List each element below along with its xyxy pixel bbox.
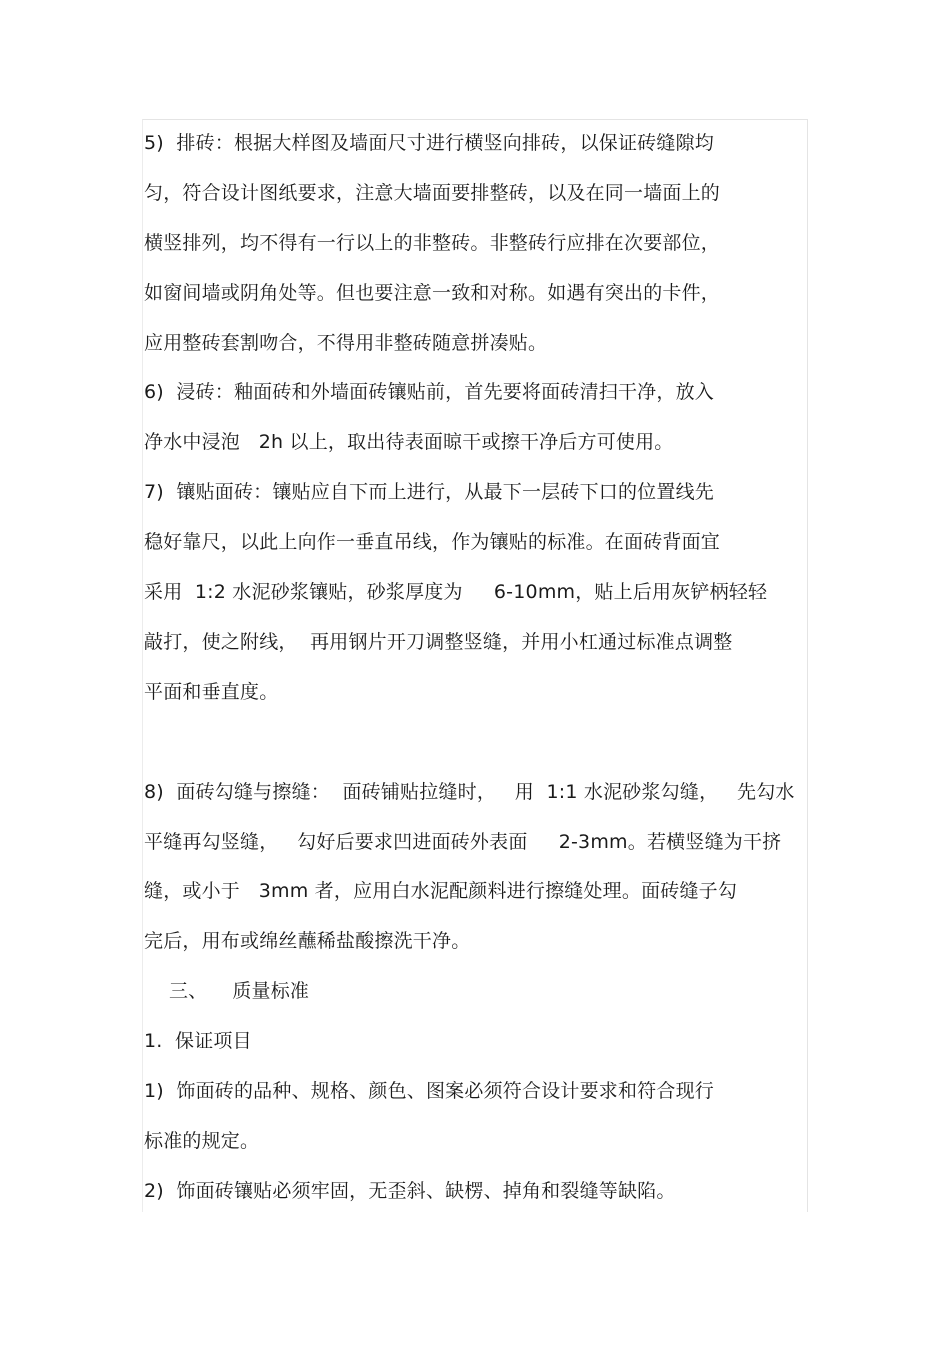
subsection-heading: 1. 保证项目 — [144, 1030, 252, 1052]
text-line: 横竖排列，均不得有一行以上的非整砖。非整砖行应排在次要部位， — [144, 232, 721, 254]
text-line: 缝，或小于 3mm 者，应用白水泥配颜料进行擦缝处理。面砖缝子勾 — [144, 880, 738, 902]
text-line: 平面和垂直度。 — [144, 681, 279, 703]
text-line: 6) 浸砖：釉面砖和外墙面砖镶贴前，首先要将面砖清扫干净，放入 — [144, 381, 714, 403]
text-line: 平缝再勾竖缝， 勾好后要求凹进面砖外表面 2-3mm。若横竖缝为干挤 — [144, 831, 782, 853]
text-line: 敲打，使之附线， 再用钢片开刀调整竖缝，并用小杠通过标准点调整 — [144, 631, 733, 653]
text-line: 完后，用布或绵丝蘸稀盐酸擦洗干净。 — [144, 930, 471, 952]
text-line: 1) 饰面砖的品种、规格、颜色、图案必须符合设计要求和符合现行 — [144, 1080, 714, 1102]
text-line: 7) 镶贴面砖：镶贴应自下而上进行，从最下一层砖下口的位置线先 — [144, 481, 714, 503]
section-heading: 三、 质量标准 — [144, 980, 310, 1002]
text-line: 5) 排砖：根据大样图及墙面尺寸进行横竖向排砖，以保证砖缝隙均 — [144, 132, 714, 154]
text-line: 8) 面砖勾缝与擦缝： 面砖铺贴拉缝时， 用 1:1 水泥砂浆勾缝， 先勾水 — [144, 781, 795, 803]
text-line: 如窗间墙或阴角处等。但也要注意一致和对称。如遇有突出的卡件， — [144, 282, 721, 304]
text-line: 应用整砖套割吻合，不得用非整砖随意拼凑贴。 — [144, 332, 548, 354]
text-line: 稳好靠尺，以此上向作一垂直吊线，作为镶贴的标准。在面砖背面宜 — [144, 531, 721, 553]
text-line: 2) 饰面砖镶贴必须牢固，无歪斜、缺楞、掉角和裂缝等缺陷。 — [144, 1180, 676, 1202]
text-line: 净水中浸泡 2h 以上，取出待表面晾干或擦干净后方可使用。 — [144, 431, 674, 453]
text-line: 采用 1:2 水泥砂浆镶贴，砂浆厚度为 6-10mm，贴上后用灰铲柄轻轻 — [144, 581, 768, 603]
text-line: 标准的规定。 — [144, 1130, 260, 1152]
text-line: 匀，符合设计图纸要求，注意大墙面要排整砖，以及在同一墙面上的 — [144, 182, 721, 204]
